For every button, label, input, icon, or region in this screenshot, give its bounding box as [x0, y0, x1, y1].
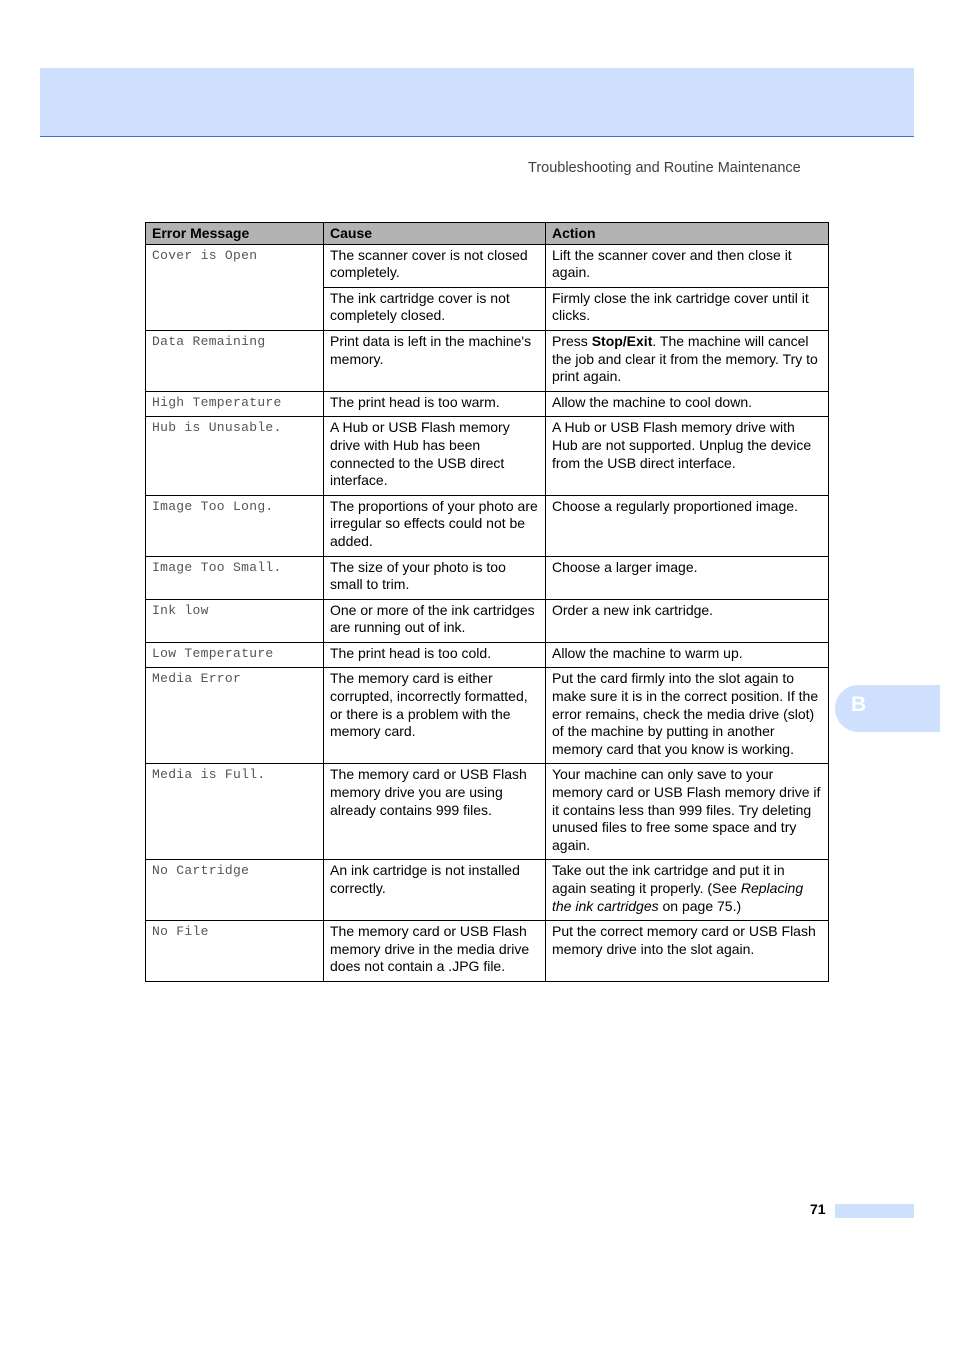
- error-message-cell: Media is Full.: [146, 764, 324, 860]
- cause-cell: The proportions of your photo are irregular so effects could not be added.: [324, 495, 546, 556]
- error-message-cell: Cover is Open: [146, 244, 324, 330]
- action-cell: Allow the machine to warm up.: [546, 642, 829, 668]
- error-message-cell: Media Error: [146, 668, 324, 764]
- cause-cell: The memory card or USB Flash memory drive you are using already contains 999 files.: [324, 764, 546, 860]
- cause-cell: The scanner cover is not closed completely.: [324, 244, 546, 287]
- table-row: [146, 921, 829, 982]
- action-text: . The machine will cancel the job and clear it from the memory. Try to print again.: [552, 332, 818, 385]
- column-header-cause: Cause: [324, 223, 546, 245]
- table-row: [146, 642, 829, 668]
- column-header-action: Action: [546, 223, 829, 245]
- action-cell: Choose a regularly proportioned image.: [546, 495, 829, 556]
- table-row: [146, 330, 829, 391]
- error-message-cell: Image Too Small.: [146, 556, 324, 599]
- cause-cell: Print data is left in the machine's memory.: [324, 330, 546, 391]
- action-text: on page 75.): [658, 897, 742, 914]
- table-row: [146, 244, 829, 287]
- table-row: [146, 860, 829, 921]
- error-message-table: [145, 222, 829, 982]
- cause-cell: One or more of the ink cartridges are running out of ink.: [324, 599, 546, 642]
- column-header-error-message: Error Message: [146, 223, 324, 245]
- table-row: [146, 556, 829, 599]
- table-row: [146, 599, 829, 642]
- chapter-tab-label: B: [851, 693, 867, 716]
- cause-cell: The ink cartridge cover is not completely closed.: [324, 287, 546, 330]
- cross-reference-link-text: Replacing the ink cartridges: [552, 880, 804, 914]
- table-row: [146, 668, 829, 764]
- action-cell: Choose a larger image.: [546, 556, 829, 599]
- cause-cell: The size of your photo is too small to trim.: [324, 556, 546, 599]
- error-message-cell: Data Remaining: [146, 330, 324, 391]
- table-row: [146, 764, 829, 860]
- error-message-cell: Ink low: [146, 599, 324, 642]
- cause-cell: The memory card or USB Flash memory drive in the media drive does not contain a .JPG file.: [324, 921, 546, 982]
- error-message-cell: High Temperature: [146, 391, 324, 417]
- error-message-cell: No Cartridge: [146, 860, 324, 921]
- action-cell: Put the correct memory card or USB Flash memory drive into the slot again.: [546, 921, 829, 982]
- table-row: [146, 417, 829, 495]
- stop-exit-key-label: Stop/Exit: [591, 332, 653, 349]
- error-message-cell: No File: [146, 921, 324, 982]
- chapter-side-tab: [835, 685, 940, 732]
- action-cell: [546, 860, 829, 921]
- table-header-row: [146, 223, 829, 245]
- action-cell: Order a new ink cartridge.: [546, 599, 829, 642]
- action-text: Take out the ink cartridge and put it in again seating it properly. (See: [552, 862, 785, 896]
- action-cell: A Hub or USB Flash memory drive with Hub are not supported. Unplug the device from the USB direct interface.: [546, 417, 829, 495]
- table-row: [146, 495, 829, 556]
- error-message-cell: Image Too Long.: [146, 495, 324, 556]
- error-message-cell: Hub is Unusable.: [146, 417, 324, 495]
- cause-cell: The print head is too warm.: [324, 391, 546, 417]
- action-cell: Your machine can only save to your memory card or USB Flash memory drive if it contains less than 999 files. Try deleting unused files to free some space and try again.: [546, 764, 829, 860]
- action-cell: Allow the machine to cool down.: [546, 391, 829, 417]
- action-cell: Put the card firmly into the slot again to make sure it is in the correct position. If the error remains, check the media drive (slot) of the machine by putting in another memory card that you know is working.: [546, 668, 829, 764]
- table-row: [146, 391, 829, 417]
- cause-cell: A Hub or USB Flash memory drive with Hub has been connected to the USB direct interface.: [324, 417, 546, 495]
- cause-cell: The memory card is either corrupted, incorrectly formatted, or there is a problem with the memory card.: [324, 668, 546, 764]
- action-cell: [546, 330, 829, 391]
- footer-bar: [835, 1204, 914, 1218]
- error-message-cell: Low Temperature: [146, 642, 324, 668]
- cause-cell: An ink cartridge is not installed correctly.: [324, 860, 546, 921]
- action-cell: Firmly close the ink cartridge cover until it clicks.: [546, 287, 829, 330]
- action-cell: Lift the scanner cover and then close it again.: [546, 244, 829, 287]
- header-band: [40, 68, 914, 137]
- action-text: Press: [552, 332, 592, 349]
- cause-cell: The print head is too cold.: [324, 642, 546, 668]
- page-number: 71: [810, 1201, 826, 1217]
- running-title: Troubleshooting and Routine Maintenance: [528, 160, 801, 176]
